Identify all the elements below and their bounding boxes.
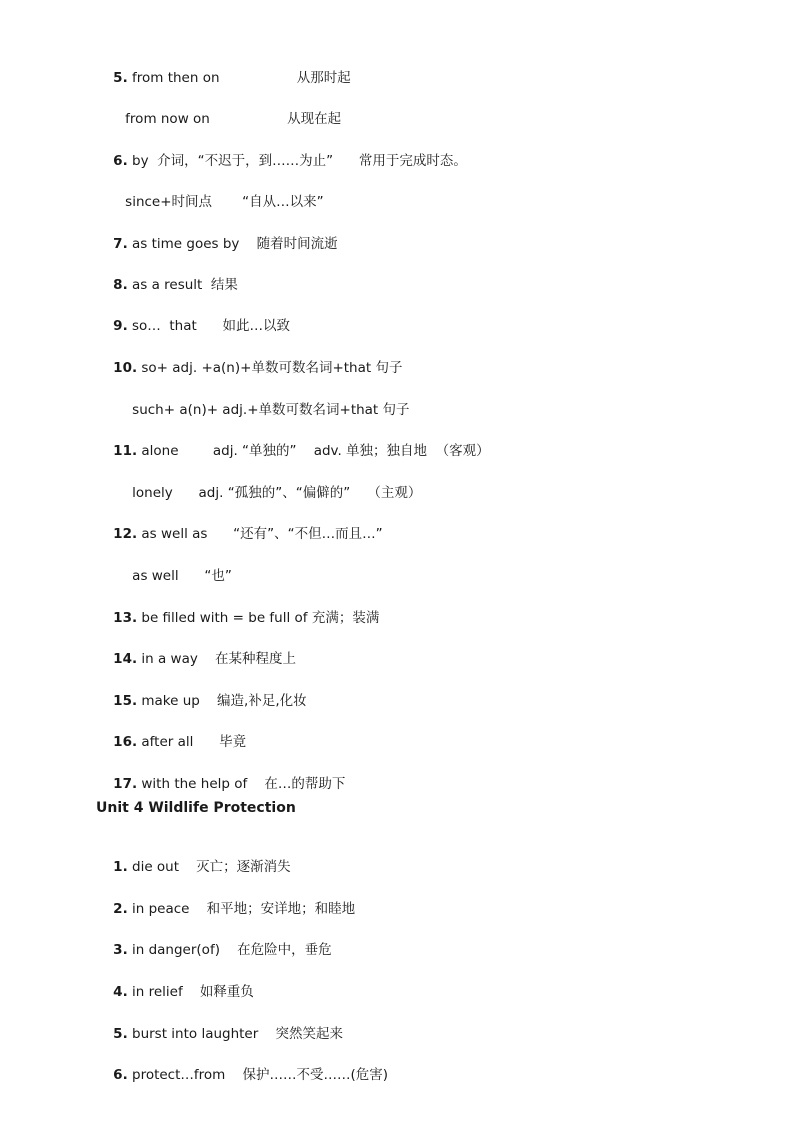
- item-number: 16.: [113, 734, 138, 750]
- phrase-text: from now on 从现在起: [125, 111, 342, 127]
- phrase-text: make up 编造,补足,化妆: [137, 693, 307, 709]
- item-number: 6.: [113, 153, 128, 169]
- phrase-text: protect…from 保护……不受……(危害): [127, 1067, 389, 1083]
- item-number: 10.: [113, 360, 138, 376]
- item-number: 11.: [113, 443, 138, 459]
- phrase-text: as well “也”: [132, 568, 232, 584]
- phrase-text: such+ a(n)+ adj.+单数可数名词+that 句子: [132, 402, 410, 418]
- item-number: 8.: [113, 277, 128, 293]
- phrase-text: after all 毕竟: [137, 734, 247, 750]
- item-number: 12.: [113, 526, 138, 542]
- phrase-line: [96, 1048, 388, 1102]
- phrase-text: so+ adj. +a(n)+单数可数名词+that 句子: [137, 360, 403, 376]
- unit-heading: Unit 4 Wildlife Protection: [96, 800, 296, 816]
- phrase-text: lonely adj. “孤独的”、“偏僻的” （主观）: [132, 485, 422, 501]
- phrase-text: in danger(of) 在危险中，垂危: [127, 942, 332, 958]
- phrase-text: in a way 在某种程度上: [137, 651, 297, 667]
- item-number: 4.: [113, 984, 128, 1000]
- phrase-text: so… that 如此…以致: [127, 318, 291, 334]
- item-number: 13.: [113, 610, 138, 626]
- item-number: 6.: [113, 1067, 128, 1083]
- item-number: 1.: [113, 859, 128, 875]
- item-number: 7.: [113, 236, 128, 252]
- item-number: 5.: [113, 1026, 128, 1042]
- phrase-text: with the help of 在…的帮助下: [137, 776, 346, 792]
- phrase-text: die out 灭亡；逐渐消失: [127, 859, 291, 875]
- phrase-text: since+时间点 “自从…以来”: [125, 194, 324, 210]
- phrase-text: be filled with = be full of 充满；装满: [137, 610, 380, 626]
- item-number: 2.: [113, 901, 128, 917]
- phrase-text: as time goes by 随着时间流逝: [127, 236, 338, 252]
- phrase-text: in relief 如释重负: [127, 984, 254, 1000]
- phrase-text: alone adj. “单独的” adv. 单独；独自地 （客观）: [137, 443, 490, 459]
- item-number: 9.: [113, 318, 128, 334]
- item-number: 17.: [113, 776, 138, 792]
- item-number: 14.: [113, 651, 138, 667]
- phrase-text: by 介词，“不迟于，到……为止” 常用于完成时态。: [127, 153, 467, 169]
- item-number: 5.: [113, 70, 128, 86]
- phrase-text: as a result 结果: [127, 277, 238, 293]
- item-number: 3.: [113, 942, 128, 958]
- phrase-text: burst into laughter 突然笑起来: [127, 1026, 343, 1042]
- phrase-text: in peace 和平地；安详地；和睦地: [127, 901, 356, 917]
- phrase-text: from then on 从那时起: [127, 70, 351, 86]
- item-number: 15.: [113, 693, 138, 709]
- phrase-text: as well as “还有”、“不但…而且…”: [137, 526, 383, 542]
